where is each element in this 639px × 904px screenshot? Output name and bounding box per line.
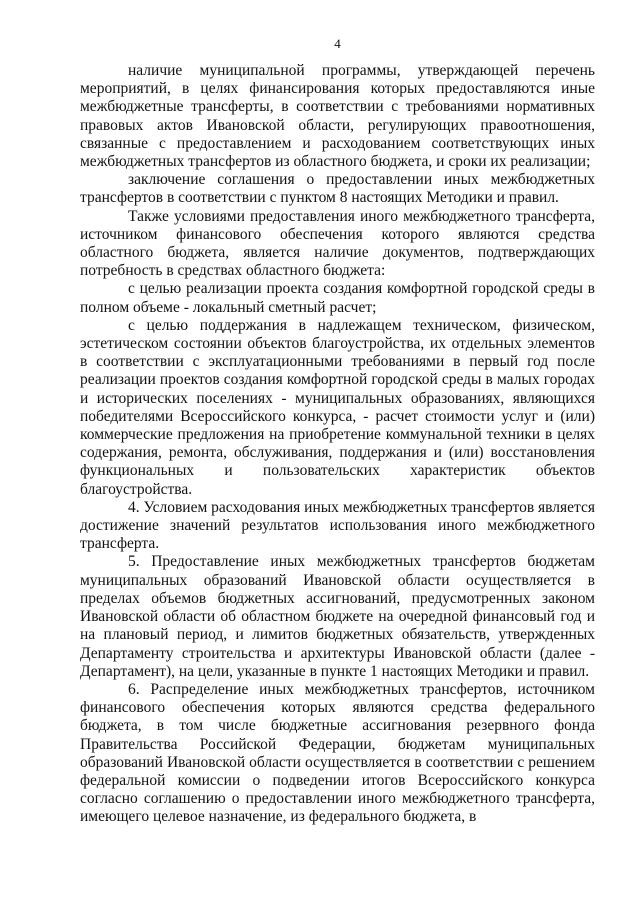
paragraph-municipal-program: наличие муниципальной программы, утверждающей перечень мероприятий, в целях финансирования которых предоставляются иные межбюджетные трансферты, в соответствии с требованиями нормативных правовых актов Ивановской области, регулирующих правоотношения, связанные с предоставлением и расходованием соответствующих иных межбюджетных трансфертов из областного бюджета, и сроки их реализации;: [80, 62, 595, 171]
paragraph-maintenance: с целью поддержания в надлежащем техническом, физическом, эстетическом состоянии объектов благоустройства, их отдельных элементов в соответствии с эксплуатационными требованиями в первый год после реализации проектов создания комфортной городской среды в малых городах и исторических поселениях - муниципальных образованиях, являющихся победителями Всероссийского конкурса, - расчет стоимости услуг и (или) коммерческие предложения на приобретение коммунальной техники в целях содержания, ремонта, обслуживания, поддержания и (или) восстановления функциональных и пользовательских характеристик объектов благоустройства.: [80, 316, 595, 498]
paragraph-urban-environment: с целью реализации проекта создания комфортной городской среды в полном объеме - локальный сметный расчет;: [80, 280, 595, 316]
document-body: [80, 62, 595, 827]
page-number: 4: [334, 36, 341, 51]
paragraph-conditions: Также условиями предоставления иного межбюджетного трансферта, источником финансового обеспечения которого являются средства областного бюджета, является наличие документов, подтверждающих потребность в средствах областного бюджета:: [80, 207, 595, 280]
paragraph-item-4: 4. Условием расходования иных межбюджетных трансфертов является достижение значений результатов использования иного межбюджетного трансферта.: [80, 498, 595, 553]
paragraph-item-5: 5. Предоставление иных межбюджетных трансфертов бюджетам муниципальных образований Ивановской области осуществляется в пределах объемов бюджетных ассигнований, предусмотренных законом Ивановской области об областном бюджете на очередной финансовый год и на плановый период, и лимитов бюджетных обязательств, утвержденных Департаменту строительства и архитектуры Ивановской области (далее - Департамент), на цели, указанные в пункте 1 настоящих Методики и правил.: [80, 553, 595, 680]
paragraph-agreement: заключение соглашения о предоставлении иных межбюджетных трансфертов в соответствии с пунктом 8 настоящих Методики и правил.: [80, 171, 595, 207]
paragraph-item-6: 6. Распределение иных межбюджетных трансфертов, источником финансового обеспечения которых являются средства федерального бюджета, в том числе бюджетные ассигнования резервного фонда Правительства Российской Федерации, бюджетам муниципальных образований Ивановской области осуществляется в соответствии с решением федеральной комиссии о подведении итогов Всероссийского конкурса согласно соглашению о предоставлении иного межбюджетного трансферта, имеющего целевое назначение, из федерального бюджета, в: [80, 680, 595, 826]
